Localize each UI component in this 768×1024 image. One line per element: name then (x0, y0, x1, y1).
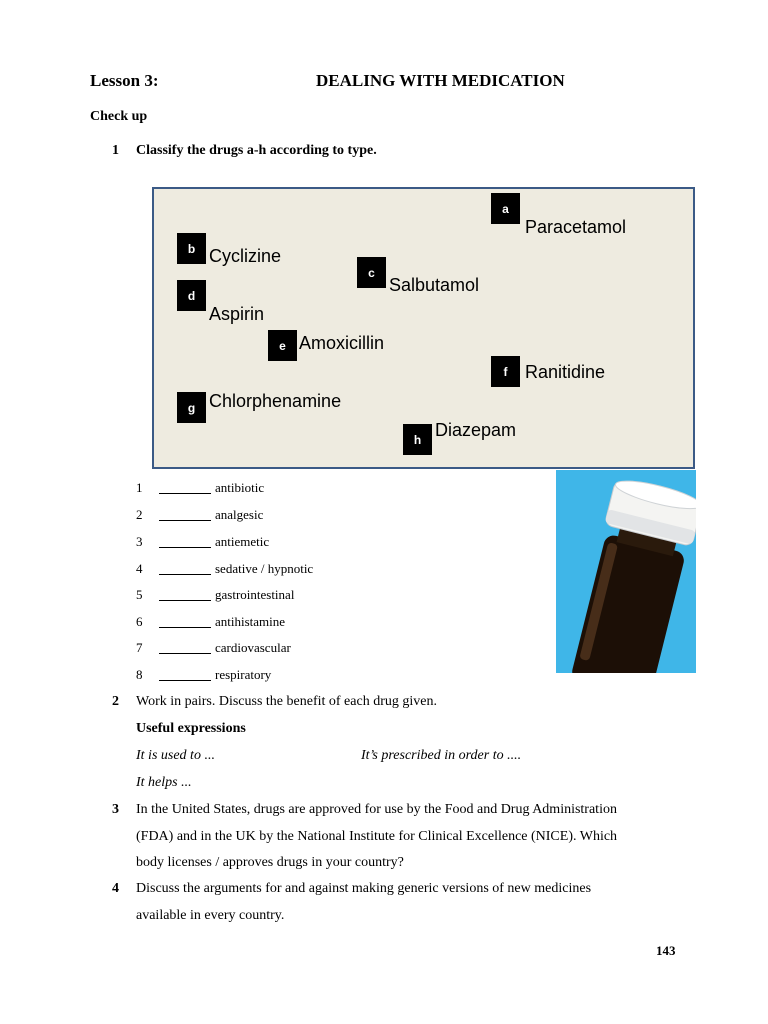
answer-blank[interactable] (159, 563, 211, 575)
question-1-text: Classify the drugs a-h according to type. (136, 143, 377, 158)
answer-blank[interactable] (159, 536, 211, 548)
question-4-number: 4 (112, 881, 119, 896)
item-label: antiemetic (215, 534, 270, 549)
medicine-bottle-image (556, 470, 696, 673)
item-number: 6 (136, 614, 143, 629)
expression: It’s prescribed in order to .... (361, 748, 522, 763)
item-label: gastrointestinal (215, 587, 295, 602)
question-4-line: Discuss the arguments for and against making generic versions of new medicines (136, 881, 592, 896)
item-label: antihistamine (215, 614, 286, 629)
item-number: 4 (136, 561, 143, 576)
answer-blank[interactable] (159, 589, 211, 601)
drug-name: Salbutamol (389, 275, 480, 295)
item-number: 8 (136, 667, 143, 682)
answer-blank[interactable] (159, 669, 211, 681)
question-3-line: body licenses / approves drugs in your country? (136, 855, 404, 870)
item-number: 3 (136, 534, 143, 549)
drug-box (152, 187, 695, 469)
drug-letter-badge: a (491, 193, 520, 224)
item-number: 5 (136, 587, 143, 602)
item-number: 2 (136, 507, 143, 522)
drug-name: Cyclizine (209, 246, 282, 266)
page-number: 143 (656, 943, 676, 958)
drug-letter-badge: b (177, 233, 206, 264)
answer-blank[interactable] (159, 509, 211, 521)
drug-letter-badge: g (177, 392, 206, 423)
question-3-line: In the United States, drugs are approved for use by the Food and Drug Administration (136, 802, 617, 817)
item-label: cardiovascular (215, 640, 291, 655)
expression: It helps ... (136, 775, 192, 790)
question-3-number: 3 (112, 802, 119, 817)
drug-name: Amoxicillin (299, 333, 385, 353)
drug-letter-badge: f (491, 356, 520, 387)
drug-letter-badge: d (177, 280, 206, 311)
item-number: 7 (136, 640, 143, 655)
page-title: DEALING WITH MEDICATION (316, 71, 565, 90)
drug-letter-badge: c (357, 257, 386, 288)
drug-name: Diazepam (435, 420, 517, 440)
drug-letter-badge: h (403, 424, 432, 455)
item-label: antibiotic (215, 480, 265, 495)
medicine-bottle-illustration (556, 470, 696, 673)
answer-blank[interactable] (159, 616, 211, 628)
item-label: sedative / hypnotic (215, 561, 314, 576)
question-4-line: available in every country. (136, 908, 285, 923)
drug-name: Aspirin (209, 304, 265, 324)
item-label: respiratory (215, 667, 272, 682)
useful-expressions-heading: Useful expressions (136, 721, 246, 736)
lesson-label: Lesson 3: (90, 71, 159, 90)
question-1-number: 1 (112, 143, 119, 158)
item-label: analgesic (215, 507, 264, 522)
answer-blank[interactable] (159, 482, 211, 494)
question-3-line: (FDA) and in the UK by the National Institute for Clinical Excellence (NICE). Which (136, 829, 618, 844)
drug-letter-badge: e (268, 330, 297, 361)
item-number: 1 (136, 480, 143, 495)
section-heading: Check up (90, 109, 148, 124)
question-2-text: Work in pairs. Discuss the benefit of each drug given. (136, 694, 437, 709)
drug-name: Chlorphenamine (209, 391, 342, 411)
question-2-number: 2 (112, 694, 119, 709)
expression: It is used to ... (136, 748, 215, 763)
answer-blank[interactable] (159, 642, 211, 654)
drug-name: Paracetamol (525, 217, 627, 237)
drug-name: Ranitidine (525, 362, 606, 382)
